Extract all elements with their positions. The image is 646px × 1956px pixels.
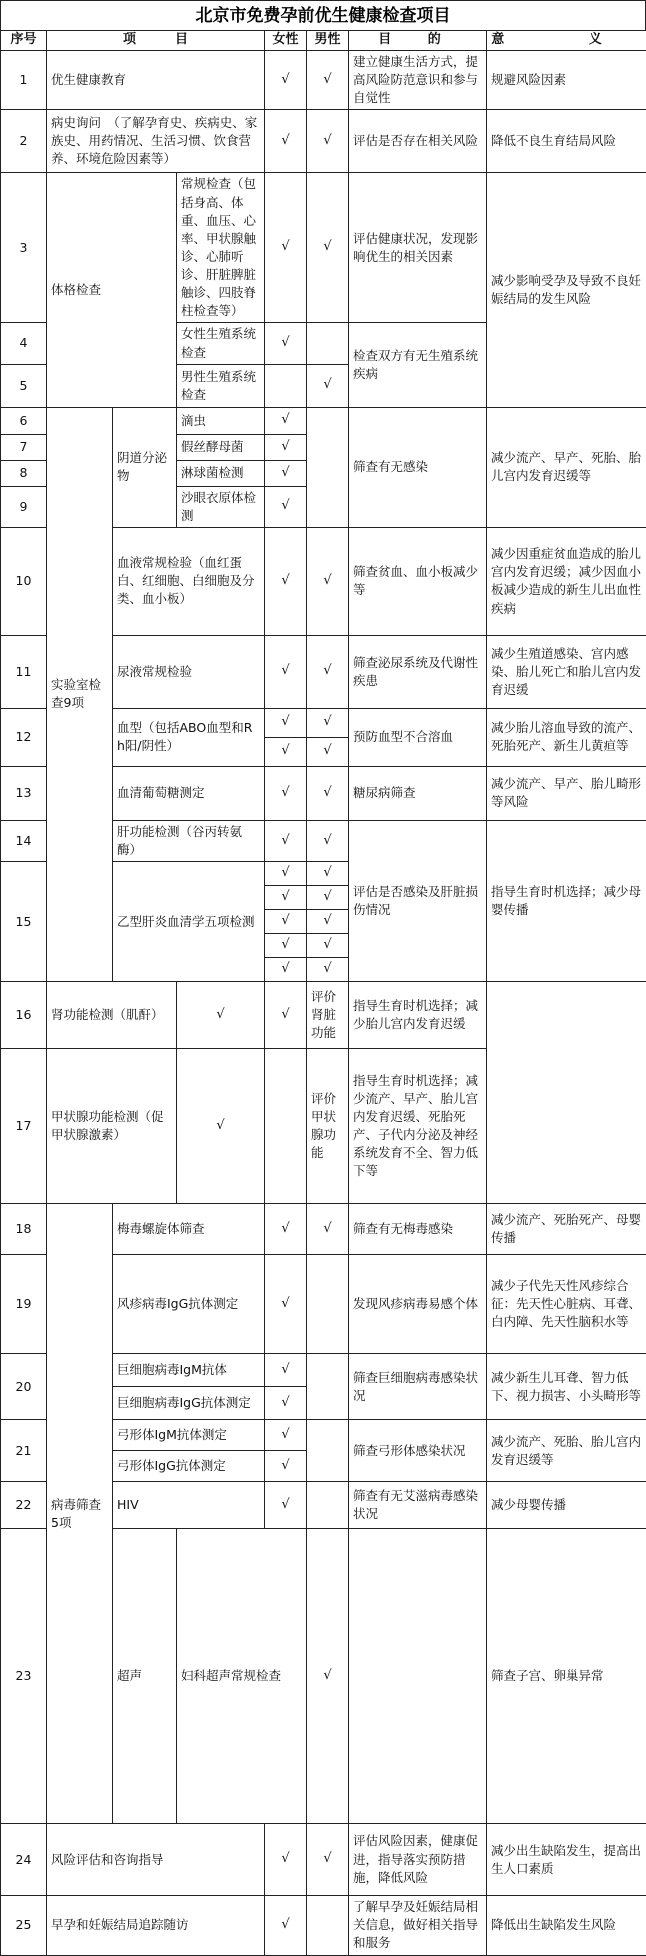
female-check: √: [177, 1049, 265, 1204]
row-goal: 发现风疹病毒易感个体: [349, 1255, 487, 1354]
category-ultrasound: 超声: [113, 1529, 177, 1824]
row-item: 甲状腺功能检测（促甲状腺激素）: [47, 1049, 177, 1204]
row-item: 常规检查（包括身高、体重、血压、心率、甲状腺触诊、心肺听诊、肝脏脾脏触诊、四肢脊柱检查等）: [177, 173, 265, 323]
table-row: [1, 982, 646, 1049]
male-check: √: [307, 1204, 349, 1255]
table-row: [1, 1824, 646, 1896]
male-check: √: [307, 635, 349, 708]
male-check: √: [307, 51, 349, 110]
row-item: 弓形体IgG抗体测定: [113, 1451, 265, 1482]
row-item: 病史询问 （了解孕育史、疾病史、家族史、用药情况、生活习惯、饮食营养、环境危险因素等）: [47, 110, 265, 173]
row-number: 16: [1, 982, 47, 1049]
row-number: 1: [1, 51, 47, 110]
table-row: [1, 1896, 646, 1955]
row-goal: 筛查有无感染: [349, 407, 487, 527]
row-item: 血清葡萄糖测定: [113, 766, 265, 820]
row-number: 13: [1, 766, 47, 820]
row-item: 风险评估和咨询指导: [47, 1824, 265, 1896]
female-check: √: [265, 708, 307, 737]
row-number: 8: [1, 460, 47, 486]
row-goal: 预防血型不合溶血: [349, 708, 487, 766]
row-goal: 筛查弓形体感染状况: [349, 1420, 487, 1482]
row-item: 男性生殖系统检查: [177, 364, 265, 407]
row-meaning: 减少出生缺陷发生，提高出生人口素质: [487, 1824, 646, 1896]
row-item: 淋球菌检测: [177, 460, 265, 486]
male-check: √: [307, 910, 349, 934]
header-male: 男性: [307, 31, 349, 51]
row-meaning: 指导生育时机选择；减少流产、早产、胎儿宫内发育迟缓、死胎死产、子代内分泌及神经系统发育不全、智力低下等: [349, 1049, 487, 1204]
male-check: √: [307, 110, 349, 173]
category-physical-exam: 体格检查: [47, 173, 177, 407]
row-goal: 评估风险因素，健康促进，指导落实预防措施，降低风险: [349, 1824, 487, 1896]
table-header-row: [1, 31, 646, 51]
female-check: √: [265, 820, 307, 861]
category-virus-screening: 病毒筛查5项: [47, 1204, 113, 1824]
row-item: 肝功能检测（谷丙转氨酶）: [113, 820, 265, 861]
document-title: 北京市免费孕前优生健康检查项目: [0, 0, 646, 30]
row-item: 假丝酵母菌: [177, 434, 265, 460]
table-row: [1, 407, 646, 434]
exam-items-table: [0, 30, 646, 1956]
header-goal: 目 的: [349, 31, 487, 51]
male-check: √: [307, 737, 349, 766]
row-item: 早孕和妊娠结局追踪随访: [47, 1896, 265, 1955]
female-check: √: [177, 982, 265, 1049]
row-number: 2: [1, 110, 47, 173]
male-check: √: [265, 982, 307, 1049]
row-number: 6: [1, 407, 47, 434]
header-item: 项 目: [47, 31, 265, 51]
female-check: √: [265, 173, 307, 323]
row-item: HIV: [113, 1482, 265, 1529]
row-goal: 评估健康状况，发现影响优生的相关因素: [349, 173, 487, 323]
male-check: √: [307, 1824, 349, 1896]
row-item: 血型（包括ABO血型和Rh阳/阴性）: [113, 708, 265, 766]
row-goal: 评估是否存在相关风险: [349, 110, 487, 173]
row-goal: 评价肾脏功能: [307, 982, 349, 1049]
row-meaning: 减少生殖道感染、宫内感染、胎儿死亡和胎儿宫内发育迟缓: [487, 635, 646, 708]
row-number: 9: [1, 486, 47, 527]
row-number: 20: [1, 1354, 47, 1420]
row-number: 21: [1, 1420, 47, 1482]
female-check: √: [265, 486, 307, 527]
row-meaning: 减少母婴传播: [487, 1482, 646, 1529]
row-goal: 筛查有无梅毒感染: [349, 1204, 487, 1255]
row-goal: 筛查泌尿系统及代谢性疾患: [349, 635, 487, 708]
row-number: 12: [1, 708, 47, 766]
row-number: 11: [1, 635, 47, 708]
row-number: 15: [1, 862, 47, 982]
female-check: √: [265, 862, 307, 886]
male-check: √: [307, 364, 349, 407]
row-number: 10: [1, 527, 47, 635]
female-empty: [265, 364, 307, 407]
male-empty: [307, 1482, 349, 1529]
row-goal: 筛查子宫、卵巢异常: [487, 1529, 646, 1824]
row-goal: 检查双方有无生殖系统疾病: [349, 323, 487, 407]
male-check: √: [307, 527, 349, 635]
category-vaginal-secretion: 阴道分泌物: [113, 407, 177, 527]
female-check: √: [265, 934, 307, 958]
row-number: 5: [1, 364, 47, 407]
table-row: [1, 51, 646, 110]
row-meaning: 指导生育时机选择；减少母婴传播: [487, 820, 646, 981]
male-check: √: [307, 766, 349, 820]
male-empty: [307, 1420, 349, 1482]
row-goal: 评估是否感染及肝脏损伤情况: [349, 820, 487, 981]
table-row: [1, 173, 646, 323]
row-meaning: 减少流产、死胎死产、母婴传播: [487, 1204, 646, 1255]
header-no: 序号: [1, 31, 47, 51]
male-check: √: [307, 708, 349, 737]
female-check: √: [265, 1354, 307, 1387]
row-meaning: 减少流产、死胎、胎儿宫内发育迟缓等: [487, 1420, 646, 1482]
male-empty: [349, 1529, 487, 1824]
female-check: √: [265, 407, 307, 434]
male-check: √: [307, 820, 349, 861]
male-check: √: [307, 958, 349, 982]
row-goal: 筛查巨细胞病毒感染状况: [349, 1354, 487, 1420]
female-check: √: [265, 635, 307, 708]
female-check: √: [265, 1420, 307, 1451]
row-item: 女性生殖系统检查: [177, 323, 265, 364]
row-item: 巨细胞病毒IgM抗体: [113, 1354, 265, 1387]
male-empty: [307, 323, 349, 364]
row-item: 肾功能检测（肌酐）: [47, 982, 177, 1049]
row-item: 风疹病毒IgG抗体测定: [113, 1255, 265, 1354]
row-meaning: 减少流产、早产、死胎、胎儿宫内发育迟缓等: [487, 407, 646, 527]
header-meaning: 意 义: [487, 31, 646, 51]
row-item: 巨细胞病毒IgG抗体测定: [113, 1387, 265, 1420]
male-check: √: [307, 934, 349, 958]
female-check: √: [265, 323, 307, 364]
row-number: 22: [1, 1482, 47, 1529]
table-row: [1, 110, 646, 173]
row-meaning: 降低出生缺陷发生风险: [487, 1896, 646, 1955]
female-check: √: [265, 1482, 307, 1529]
female-check: √: [265, 910, 307, 934]
female-check: √: [265, 737, 307, 766]
header-female: 女性: [265, 31, 307, 51]
row-goal: 建立健康生活方式，提高风险防范意识和参与自觉性: [349, 51, 487, 110]
row-meaning: 指导生育时机选择；减少胎儿宫内发育迟缓: [349, 982, 487, 1049]
male-empty: [307, 1354, 349, 1420]
female-check: √: [265, 958, 307, 982]
row-number: 3: [1, 173, 47, 323]
row-number: 17: [1, 1049, 47, 1204]
row-goal: 糖尿病筛查: [349, 766, 487, 820]
row-number: 25: [1, 1896, 47, 1955]
table-row: [1, 1204, 646, 1255]
row-item: 乙型肝炎血清学五项检测: [113, 862, 265, 982]
row-number: 19: [1, 1255, 47, 1354]
female-check: √: [265, 1387, 307, 1420]
row-goal: 了解早孕及妊娠结局相关信息，做好相关指导和服务: [349, 1896, 487, 1955]
row-number: 24: [1, 1824, 47, 1896]
row-number: 7: [1, 434, 47, 460]
table-row: [1, 1049, 646, 1204]
row-meaning: 减少影响受孕及导致不良妊娠结局的发生风险: [487, 173, 646, 407]
male-check: √: [307, 173, 349, 323]
row-number: 14: [1, 820, 47, 861]
row-goal: 筛查贫血、血小板减少等: [349, 527, 487, 635]
female-check: √: [265, 1896, 307, 1955]
row-item: 血液常规检验（血红蛋白、红细胞、白细胞及分类、血小板）: [113, 527, 265, 635]
female-check: √: [265, 886, 307, 910]
male-check: √: [307, 886, 349, 910]
row-item: 妇科超声常规检查: [177, 1529, 307, 1824]
row-item: 梅毒螺旋体筛查: [113, 1204, 265, 1255]
female-check: √: [265, 1204, 307, 1255]
row-item: 滴虫: [177, 407, 265, 434]
row-meaning: 减少子代先天性风疹综合征：先天性心脏病、耳聋、白内障、先天性脑积水等: [487, 1255, 646, 1354]
row-item: 尿液常规检验: [113, 635, 265, 708]
row-goal: 评价甲状腺功能: [307, 1049, 349, 1204]
female-check: √: [265, 1255, 307, 1354]
row-meaning: 降低不良生育结局风险: [487, 110, 646, 173]
category-lab-tests: 实验室检查9项: [47, 407, 113, 982]
female-check: √: [307, 1529, 349, 1824]
female-check: √: [265, 110, 307, 173]
female-check: √: [265, 434, 307, 460]
male-check: √: [307, 862, 349, 886]
female-check: √: [265, 1824, 307, 1896]
female-check: √: [265, 1451, 307, 1482]
male-empty: [307, 407, 349, 527]
male-empty: [265, 1049, 307, 1204]
female-check: √: [265, 766, 307, 820]
male-empty: [307, 1255, 349, 1354]
row-meaning: 减少新生儿耳聋、智力低下、视力损害、小头畸形等: [487, 1354, 646, 1420]
row-item: 弓形体IgM抗体测定: [113, 1420, 265, 1451]
male-empty: [307, 1896, 349, 1955]
row-item: 沙眼衣原体检测: [177, 486, 265, 527]
row-goal: 筛查有无艾滋病毒感染状况: [349, 1482, 487, 1529]
row-meaning: 规避风险因素: [487, 51, 646, 110]
female-check: √: [265, 51, 307, 110]
row-meaning: 减少因重症贫血造成的胎儿宫内发育迟缓；减少因血小板减少造成的新生儿出血性疾病: [487, 527, 646, 635]
row-number: 23: [1, 1529, 47, 1824]
row-meaning: 减少胎儿溶血导致的流产、死胎死产、新生儿黄疸等: [487, 708, 646, 766]
female-check: √: [265, 460, 307, 486]
row-item: 优生健康教育: [47, 51, 265, 110]
row-number: 4: [1, 323, 47, 364]
row-meaning: 减少流产、早产、胎儿畸形等风险: [487, 766, 646, 820]
female-check: √: [265, 527, 307, 635]
row-number: 18: [1, 1204, 47, 1255]
